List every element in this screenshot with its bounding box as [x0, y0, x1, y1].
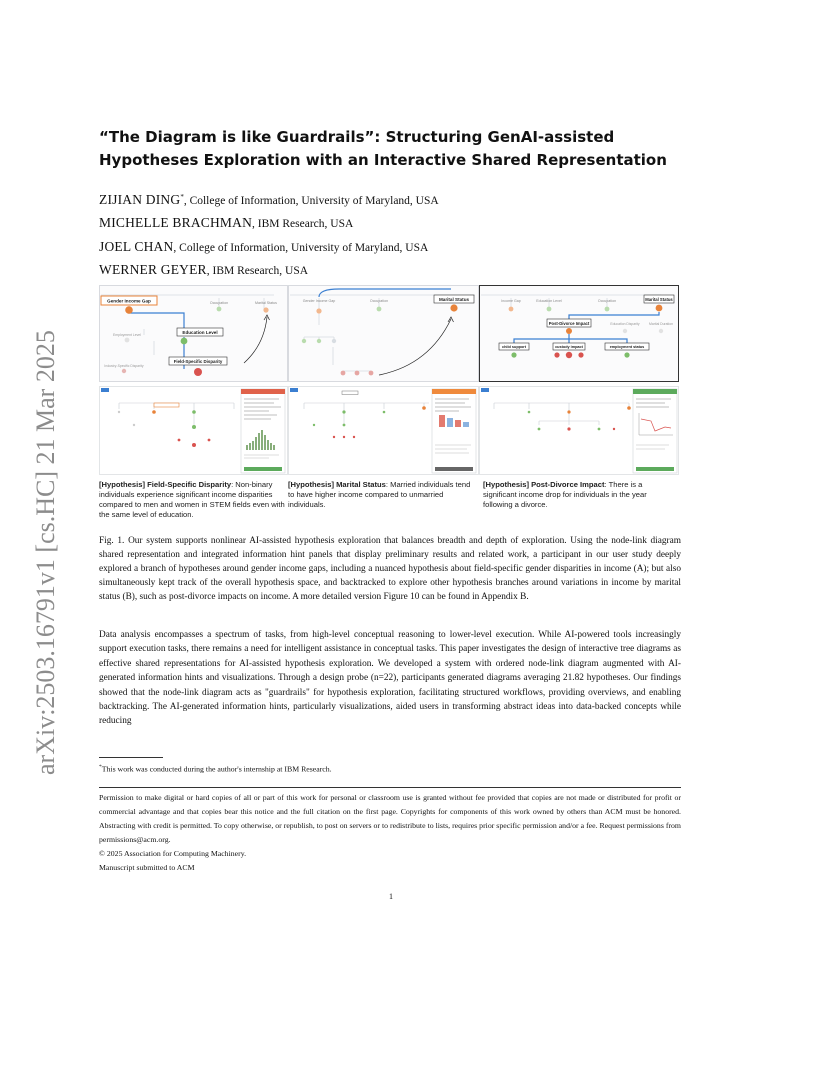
figure-caption: Fig. 1. Our system supports nonlinear AI-assisted hypothesis exploration that balances breadth and depth of exploration. Using the node-link diagram shared representation and integrated information hint panels that display preliminary results and related work, a participant in our user study deeply explored a branch of hypotheses around gender income gaps, including a nuanced hypothesis about field-specific gender disparities in income (A); but also simultaneously kept track of the overall hypothesis space, and backtracked to explore other hypothesis branches around variations in income by marital status (B), such as post-divorce impacts on income. A more detailed version Figure 10 can be found in Appendix B.	[99, 536, 681, 602]
tree-node-label: Marital Duration	[649, 322, 673, 326]
tree-node-label: Occupation	[369, 299, 389, 303]
panel-a-screenshot	[100, 387, 288, 475]
tree-node	[605, 307, 610, 312]
subcaption-b	[288, 480, 474, 510]
panel-b-screenshot	[289, 387, 479, 475]
tree-node	[656, 305, 663, 312]
teaser-figure	[99, 285, 679, 475]
paper-title: “The Diagram is like Guardrails”: Structuring GenAI-assisted Hypotheses Exploration with an Interactive Shared Representation	[99, 128, 667, 169]
permission-notice: Permission to make digital or hard copies of all or part of this work for personal or classroom use is granted without fee provided that copies are not made or distributed for profit or commercial advantage and that copies bear this notice and the full citation on the first page. Copyrights for components of this work owned by others than ACM must be honored. Abstracting with credit is permitted. To copy otherwise, or republish, to post on servers or to redistribute to lists, requires prior specific permission and/or a fee. Request permissions from permissions@acm.org.	[99, 793, 681, 844]
author-name: JOEL CHAN	[99, 238, 174, 254]
author-name: WERNER GEYER	[99, 262, 207, 278]
tree-node-label: Marital Status	[645, 296, 673, 302]
subcaption-text: : Non-binary individuals experience significant income disparities compared to men and women in STEM fields even with the same level of education.	[99, 480, 285, 519]
arxiv-stamp-text: arXiv:2503.16791v1 [cs.HC] 21 Mar 2025	[31, 330, 60, 775]
permission-rule	[99, 787, 681, 788]
author-line	[99, 186, 699, 212]
figure-subcaptions	[99, 480, 679, 530]
author-line	[99, 259, 699, 283]
tree-node-label: Industry-Specific Disparity	[104, 364, 144, 368]
page-number: 1	[389, 892, 393, 901]
arxiv-stamp	[22, 285, 66, 775]
subcaption-text: : There is a significant income drop for individuals in the year following a divorce.	[483, 480, 647, 509]
author-line	[99, 236, 699, 260]
tree-node	[181, 338, 188, 345]
tree-node-label: Marital Status	[438, 296, 470, 302]
author-affiliation: , College of Information, University of Maryland, USA	[173, 241, 429, 254]
tree-node-label: employment status	[609, 345, 645, 349]
panel-c-screenshot	[480, 387, 679, 475]
author-line	[99, 212, 699, 236]
subcaption-c	[483, 480, 673, 510]
tree-node-label: Field-Specific Disparity	[173, 358, 223, 364]
author-affiliation: , IBM Research, USA	[206, 265, 309, 278]
subcaption-a	[99, 480, 287, 520]
author-list	[99, 186, 699, 283]
tree-node-label: Marital Status	[255, 301, 277, 305]
tree-node	[217, 307, 222, 312]
tree-node-label: custody impact	[555, 345, 583, 349]
tree-node	[194, 368, 202, 376]
tree-node-label: Education Level	[536, 299, 562, 303]
tree-node-label: Post-Divorce Impact	[548, 320, 590, 326]
author-affiliation: , IBM Research, USA	[252, 218, 354, 231]
tree-node	[377, 307, 382, 312]
tree-node-label: Occupation	[597, 299, 617, 303]
footnote	[99, 762, 681, 775]
author-name: MICHELLE BRACHMAN	[99, 215, 253, 231]
tree-node	[509, 307, 514, 312]
tree-node-label: child support	[501, 345, 527, 349]
tree-node	[122, 369, 126, 373]
tree-node-label: Education Disparity	[610, 322, 640, 326]
tree-node	[263, 307, 268, 312]
footnote-mark: *	[99, 764, 102, 770]
tree-node	[547, 307, 552, 312]
tree-node	[125, 306, 133, 314]
tree-node	[125, 338, 130, 343]
tree-node-label: Employment Level	[113, 333, 141, 337]
tree-node-label: Income Gap	[501, 299, 521, 303]
author-mark: *	[180, 193, 184, 201]
tree-node	[316, 308, 321, 313]
tree-node-label: Occupation	[209, 301, 229, 305]
subcaption-label: [Hypothesis] Field-Specific Disparity	[99, 480, 232, 489]
tree-node-label: Gender Income Gap	[302, 299, 336, 303]
tree-node-label: Gender Income Gap	[107, 298, 151, 304]
subcaption-text: : Married individuals tend to have higher income compared to unmarried individuals.	[288, 480, 471, 509]
author-affiliation: , College of Information, University of Maryland, USA	[183, 194, 439, 207]
footnote-text: This work was conducted during the author's internship at IBM Research.	[101, 764, 332, 774]
abstract: Data analysis encompasses a spectrum of tasks, from high-level conceptual reasoning to lower-level execution. While AI-powered tools increasingly support execution tasks, there remains a need for intelligent assistance in conceptual tasks. This paper investigates the design of interactive tree diagrams as effective shared representations for AI-assisted hypothesis exploration. We developed a system with ordered node-link diagram augmented with AI-generated information hints and visualizations. Through a design probe (n=22), participants generated diagrams averaging 21.82 hypotheses. Our findings showed that the node-link diagram acts as "guardrails" for hypothesis exploration, facilitating structured workflows, providing overviews, and enabling backtracking. The AI-generated information hints, particularly visualizations, aided users in transforming abstract ideas into data-backed concepts while reducing	[99, 630, 681, 727]
manuscript-line: Manuscript submitted to ACM	[99, 863, 195, 872]
tree-node-label: Education Level	[182, 329, 218, 335]
subcaption-label: [Hypothesis] Marital Status	[288, 480, 386, 489]
tree-node	[450, 304, 457, 311]
subcaption-label: [Hypothesis] Post-Divorce Impact	[483, 480, 605, 489]
copyright-line: © 2025 Association for Computing Machinery.	[99, 849, 247, 858]
author-name: ZIJIAN DING	[99, 191, 181, 207]
footnote-rule	[99, 757, 163, 758]
